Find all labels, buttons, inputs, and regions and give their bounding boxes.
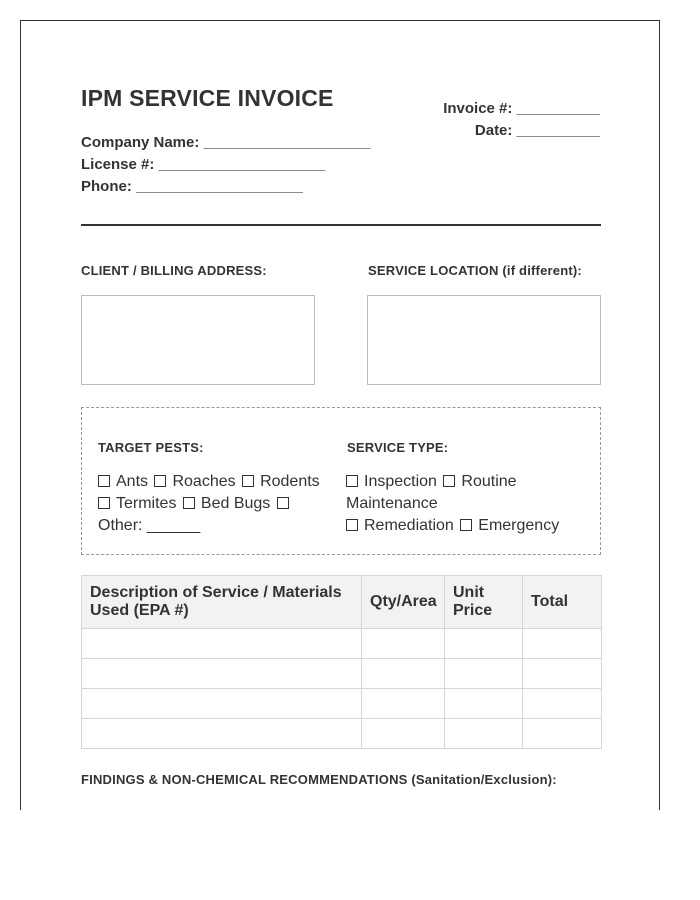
option-label-roaches: Roaches (172, 473, 236, 490)
table-cell[interactable] (445, 719, 523, 749)
option-label-ants: Ants (116, 473, 149, 490)
table-cell[interactable] (445, 659, 523, 689)
table-cell[interactable] (523, 719, 602, 749)
table-row (82, 689, 602, 719)
header-divider (81, 224, 601, 226)
table-cell[interactable] (82, 689, 362, 719)
service-location-box[interactable] (367, 295, 601, 385)
checkbox-routine-maintenance[interactable] (443, 475, 455, 487)
column-header-total: Total (523, 576, 602, 629)
other-pests-field[interactable]: Other: ______ (98, 517, 201, 534)
checkbox-rodents[interactable] (242, 475, 254, 487)
table-cell[interactable] (362, 719, 445, 749)
services-table-wrapper (81, 575, 601, 749)
date-field[interactable]: Date: __________ (474, 122, 600, 139)
option-label-bed-bugs: Bed Bugs (200, 495, 271, 512)
company-name-field[interactable]: Company Name: ____________________ (81, 134, 371, 151)
option-label-inspection: Inspection (364, 473, 437, 490)
checkbox-extra[interactable] (277, 497, 289, 509)
target-pests-label: TARGET PESTS: (98, 440, 204, 455)
checkbox-termites[interactable] (98, 497, 110, 509)
table-cell[interactable] (445, 629, 523, 659)
license-field[interactable]: License #: ____________________ (81, 156, 326, 173)
column-header-unit-price: Unit Price (445, 576, 523, 629)
checkbox-roaches[interactable] (154, 475, 166, 487)
option-label-emergency: Emergency (478, 517, 560, 534)
phone-field[interactable]: Phone: ____________________ (81, 178, 303, 195)
invoice-number-field[interactable]: Invoice #: __________ (443, 100, 600, 117)
checkbox-inspection[interactable] (346, 475, 358, 487)
table-cell[interactable] (523, 629, 602, 659)
table-cell[interactable] (82, 719, 362, 749)
findings-label: FINDINGS & NON-CHEMICAL RECOMMENDATIONS (Sanitation/Exclusion): (81, 772, 557, 787)
target-pests-options (98, 471, 338, 537)
option-label-rodents: Rodents (260, 473, 320, 490)
table-cell[interactable] (523, 659, 602, 689)
table-row (82, 629, 602, 659)
service-type-options (346, 471, 591, 537)
client-address-label: CLIENT / BILLING ADDRESS: (81, 263, 267, 278)
column-header-description: Description of Service / Materials Used (EPA #) (82, 576, 362, 629)
table-cell[interactable] (445, 689, 523, 719)
checkbox-emergency[interactable] (460, 519, 472, 531)
checkbox-ants[interactable] (98, 475, 110, 487)
table-cell[interactable] (82, 629, 362, 659)
table-cell[interactable] (523, 689, 602, 719)
service-location-label: SERVICE LOCATION (if different): (368, 263, 582, 278)
option-label-routine-maintenance: Routine Maintenance (346, 473, 517, 512)
table-row (82, 719, 602, 749)
option-label-remediation: Remediation (364, 517, 454, 534)
service-type-label: SERVICE TYPE: (347, 440, 449, 455)
services-table (81, 575, 602, 749)
client-address-box[interactable] (81, 295, 315, 385)
checkbox-remediation[interactable] (346, 519, 358, 531)
checkbox-bed-bugs[interactable] (183, 497, 195, 509)
invoice-title: IPM SERVICE INVOICE (81, 85, 334, 111)
table-cell[interactable] (362, 689, 445, 719)
table-cell[interactable] (82, 659, 362, 689)
column-header-qty-area: Qty/Area (362, 576, 445, 629)
table-row (82, 659, 602, 689)
invoice-page (20, 20, 660, 810)
table-cell[interactable] (362, 629, 445, 659)
table-header-row (82, 576, 602, 629)
option-label-termites: Termites (116, 495, 177, 512)
table-cell[interactable] (362, 659, 445, 689)
